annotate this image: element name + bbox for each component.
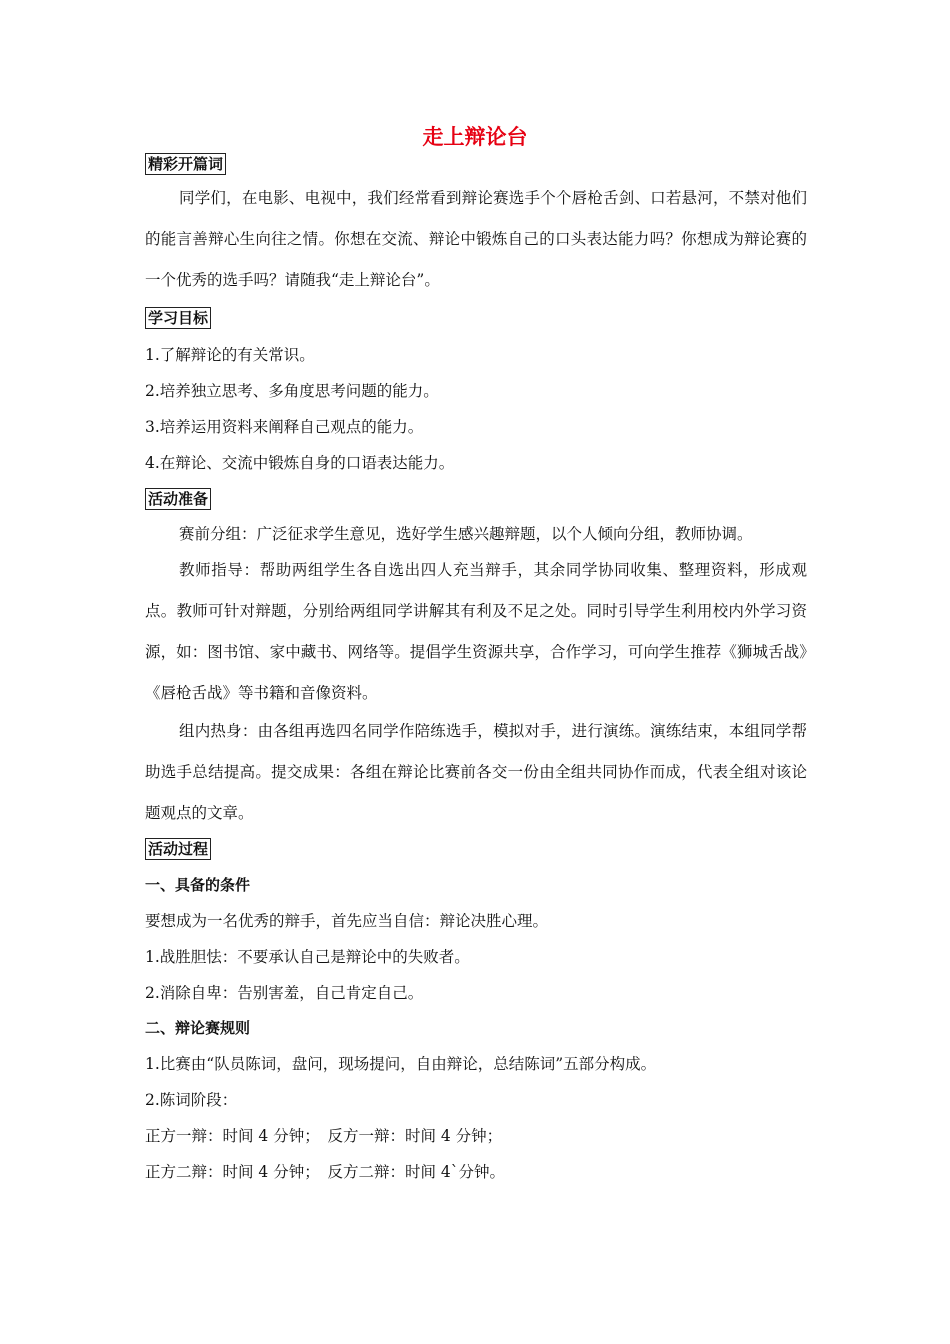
process-item-1: 1.战胜胆怯：不要承认自己是辩论中的失败者。 xyxy=(145,948,470,966)
section-heading-process: 活动过程 xyxy=(145,838,211,860)
preparation-paragraph-2: 教师指导：帮助两组学生各自选出四人充当辩手，其余同学协同收集、整理资料，形成观点。教师可针对辩题，分别给两组同学讲解其有利及不足之处。同时引导学生利用校内外学习资源，如：图书馆、家中藏书、网络等。提倡学生资源共享，合作学习，可向学生推荐《狮城舌战》《唇枪舌战》等书籍和音像资料。 xyxy=(145,561,807,702)
goal-item-4: 4.在辩论、交流中锻炼自身的口语表达能力。 xyxy=(145,454,455,472)
preparation-paragraph-3: 组内热身：由各组再选四名同学作陪练选手，模拟对手，进行演练。演练结束，本组同学帮助选手总结提高。提交成果：各组在辩论比赛前各交一份由全组共同协作而成，代表全组对该论题观点的文章。 xyxy=(145,722,807,822)
process-intro: 要想成为一名优秀的辩手，首先应当自信：辩论决胜心理。 xyxy=(145,912,549,930)
schedule-row-1: 正方一辩：时间 4 分钟； 反方一辩：时间 4 分钟； xyxy=(145,1127,503,1145)
opening-paragraph: 同学们，在电影、电视中，我们经常看到辩论赛选手个个唇枪舌剑、口若悬河，不禁对他们的能言善辩心生向往之情。你想在交流、辩论中锻炼自己的口头表达能力吗？你想成为辩论赛的一个优秀的选手吗？请随我“走上辩论台”。 xyxy=(145,189,807,289)
section-heading-preparation: 活动准备 xyxy=(145,488,211,510)
section-heading-opening: 精彩开篇词 xyxy=(145,153,226,175)
rules-item-1: 1.比赛由“队员陈词，盘问，现场提问，自由辩论，总结陈词”五部分构成。 xyxy=(145,1055,657,1073)
section-heading-goals: 学习目标 xyxy=(145,307,211,329)
goal-item-1: 1.了解辩论的有关常识。 xyxy=(145,346,315,364)
preparation-paragraph-1: 赛前分组：广泛征求学生意见，选好学生感兴趣辩题，以个人倾向分组，教师协调。 xyxy=(179,525,753,543)
goal-item-3: 3.培养运用资料来阐释自己观点的能力。 xyxy=(145,418,424,436)
process-item-2: 2.消除自卑：告别害羞，自己肯定自己。 xyxy=(145,984,424,1002)
schedule-row-2: 正方二辩：时间 4 分钟； 反方二辩：时间 4`分钟。 xyxy=(145,1163,506,1181)
document-title: 走上辩论台 xyxy=(422,125,528,149)
rules-item-2: 2.陈词阶段： xyxy=(145,1091,238,1109)
process-subheading-2: 二、辩论赛规则 xyxy=(145,1019,251,1037)
goal-item-2: 2.培养独立思考、多角度思考问题的能力。 xyxy=(145,382,439,400)
process-subheading-1: 一、具备的条件 xyxy=(145,876,251,894)
